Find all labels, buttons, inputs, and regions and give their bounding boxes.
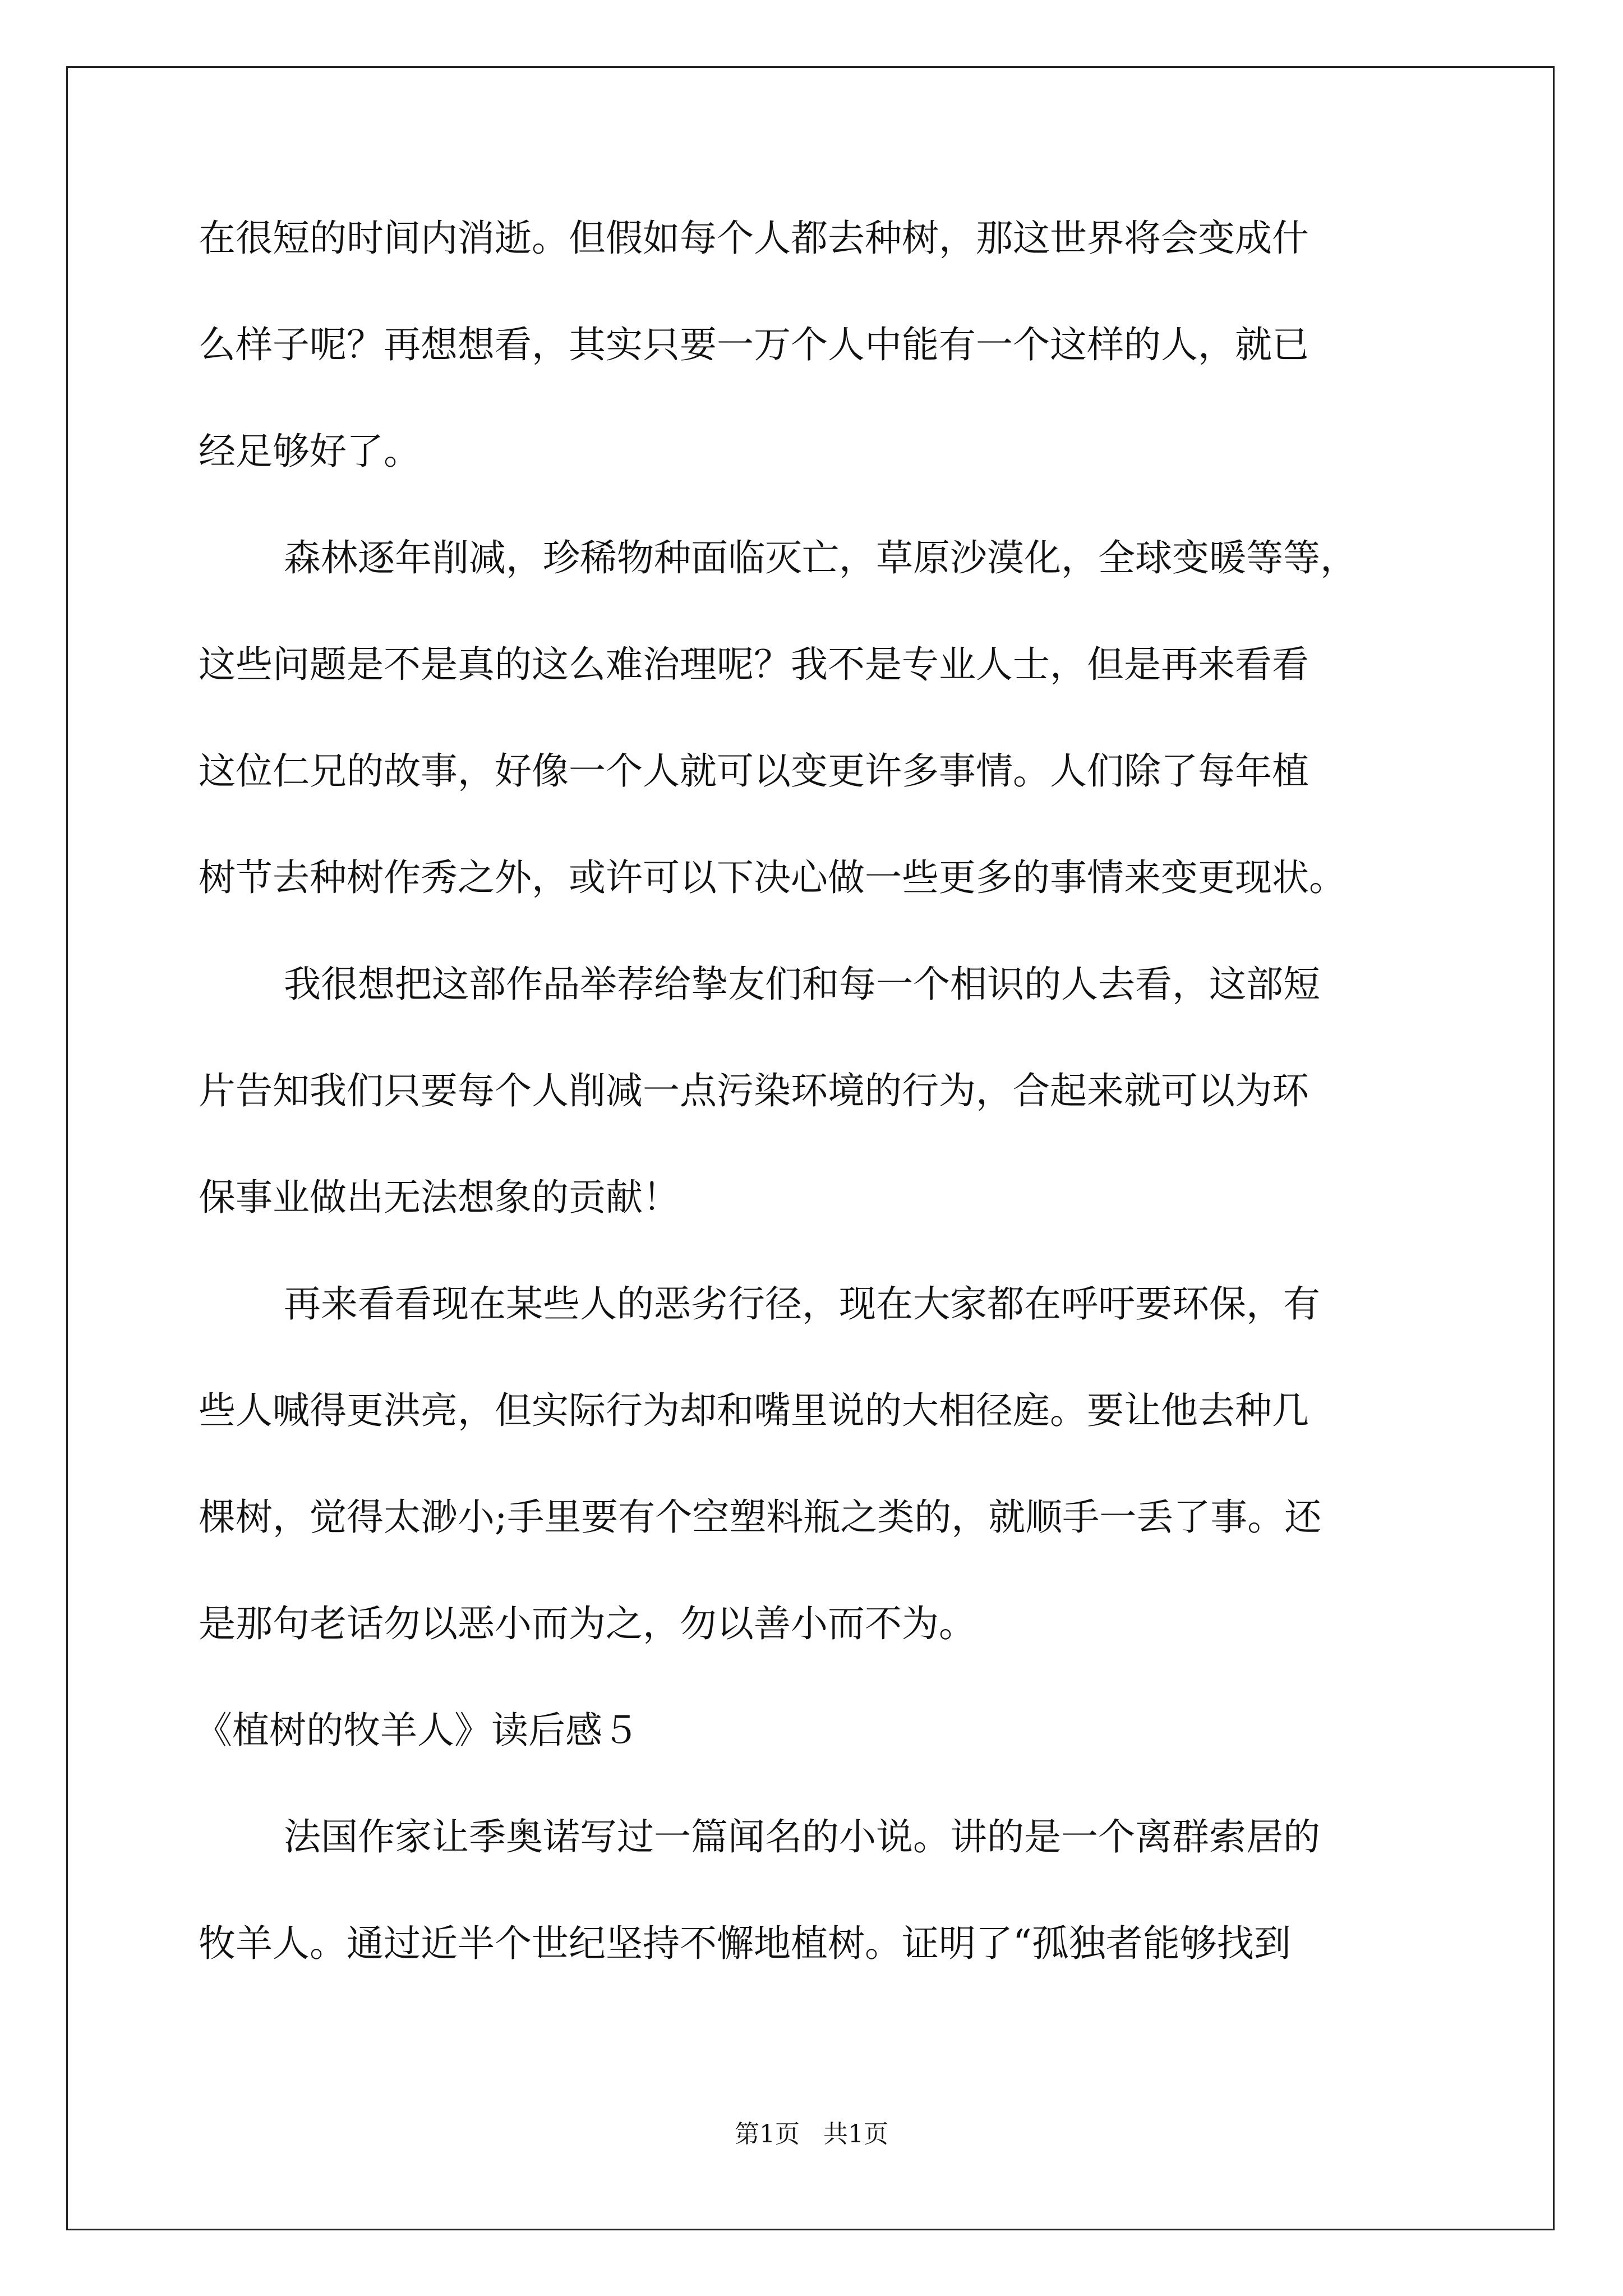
- section-heading: 《植树的牧羊人》读后感５: [195, 1709, 639, 1752]
- page-footer: [0, 2118, 1623, 2151]
- text-line: 牧羊人。通过近半个世纪坚持不懈地植树。证明了“孤独者能够找到: [199, 1922, 1291, 1965]
- text-line: 法国作家让季奥诺写过一篇闻名的小说。讲的是一个离群索居的: [284, 1815, 1320, 1858]
- text-line: 片告知我们只要每个人削减一点污染环境的行为，合起来就可以为环: [199, 1069, 1309, 1112]
- text-line: 保事业做出无法想象的贡献！: [199, 1176, 680, 1219]
- document-body: [195, 185, 1421, 1997]
- text-line: 经足够好了。: [199, 430, 421, 473]
- text-line: 树节去种树作秀之外，或许可以下决心做一些更多的事情来变更现状。: [199, 856, 1346, 899]
- text-line: 森林逐年削减，珍稀物种面临灭亡，草原沙漠化，全球变暖等等，: [284, 536, 1357, 579]
- text-line: 这些问题是不是真的这么难治理呢？我不是专业人士，但是再来看看: [199, 643, 1309, 686]
- text-line: 我很想把这部作品举荐给挚友们和每一个相识的人去看，这部短: [284, 963, 1320, 1006]
- text-line: 棵树，觉得太渺小;手里要有个空塑料瓶之类的，就顺手一丢了事。还: [199, 1496, 1322, 1539]
- text-line: 么样子呢？再想想看，其实只要一万个人中能有一个这样的人，就已: [199, 323, 1309, 366]
- text-line: 些人喊得更洪亮，但实际行为却和嘴里说的大相径庭。要让他去种几: [199, 1389, 1309, 1432]
- page-number: 第1页: [735, 2120, 800, 2148]
- page-total: 共1页: [823, 2120, 888, 2148]
- text-line: 在很短的时间内消逝。但假如每个人都去种树，那这世界将会变成什: [199, 217, 1309, 260]
- text-line: 是那句老话勿以恶小而为之，勿以善小而不为。: [199, 1602, 976, 1645]
- text-line: 这位仁兄的故事，好像一个人就可以变更许多事情。人们除了每年植: [199, 749, 1309, 793]
- text-line: 再来看看现在某些人的恶劣行径，现在大家都在呼吁要环保，有: [284, 1282, 1320, 1326]
